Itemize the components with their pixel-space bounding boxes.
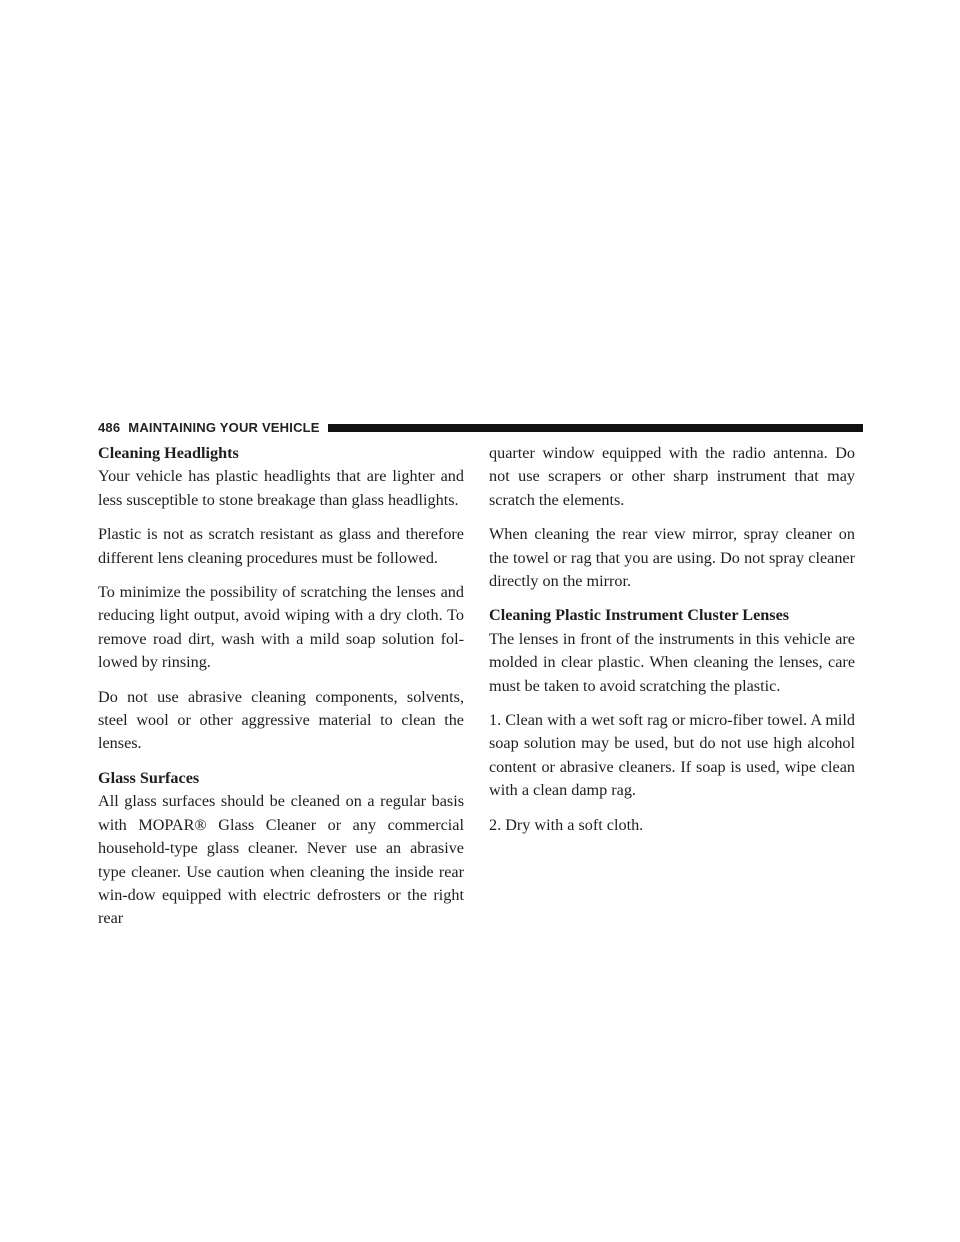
glass-paragraph-1-continued: quarter window equipped with the radio antenna. Do not use scrapers or other sharp instrument that may scratch the elements. (489, 444, 855, 509)
right-column (489, 442, 855, 848)
left-column (98, 442, 464, 942)
headlights-paragraph-1: Your vehicle has plastic headlights that are lighter and less susceptible to stone breakage than glass headlights. (98, 467, 464, 509)
page-header (98, 419, 863, 435)
cluster-lenses-heading: Cleaning Plastic Instrument Cluster Lenses (489, 606, 790, 625)
page-number: 486 (98, 419, 121, 435)
cluster-step-2: 2. Dry with a soft cloth. (489, 815, 644, 834)
glass-paragraph-2: When cleaning the rear view mirror, spray cleaner on the towel or rag that you are using. Do not spray cleaner directly on the mirror. (489, 525, 855, 591)
glass-paragraph-1: All glass surfaces should be cleaned on a regular basis with MOPAR® Glass Cleaner or any commercial household-type glass cleaner. Never use an abrasive type cleaner. Use caution when cleaning the inside rear win-dow equipped with electric defrosters or the right rear (98, 792, 464, 928)
header-rule (328, 424, 863, 432)
headlights-paragraph-3: To minimize the possibility of scratching the lenses and reducing light output, avoid wiping with a dry cloth. To remove road dirt, wash with a mild soap solution fol-lowed by rinsing. (98, 583, 464, 672)
headlights-paragraph-2: Plastic is not as scratch resistant as glass and therefore different lens cleaning procedures must be followed. (98, 525, 464, 567)
headlights-paragraph-4: Do not use abrasive cleaning components, solvents, steel wool or other aggressive material to clean the lenses. (98, 687, 464, 753)
cluster-step-1: 1. Clean with a wet soft rag or micro-fiber towel. A mild soap solution may be used, but do not use high alcohol content or abrasive cleaners. If soap is used, wipe clean with a clean damp rag. (489, 711, 855, 800)
glass-surfaces-heading: Glass Surfaces (98, 768, 200, 787)
headlights-heading: Cleaning Headlights (98, 444, 239, 462)
section-title: MAINTAINING YOUR VEHICLE (128, 419, 320, 435)
cluster-paragraph-1: The lenses in front of the instruments in this vehicle are molded in clear plastic. When cleaning the lenses, care must be taken to avoid scratching the plastic. (489, 629, 855, 695)
